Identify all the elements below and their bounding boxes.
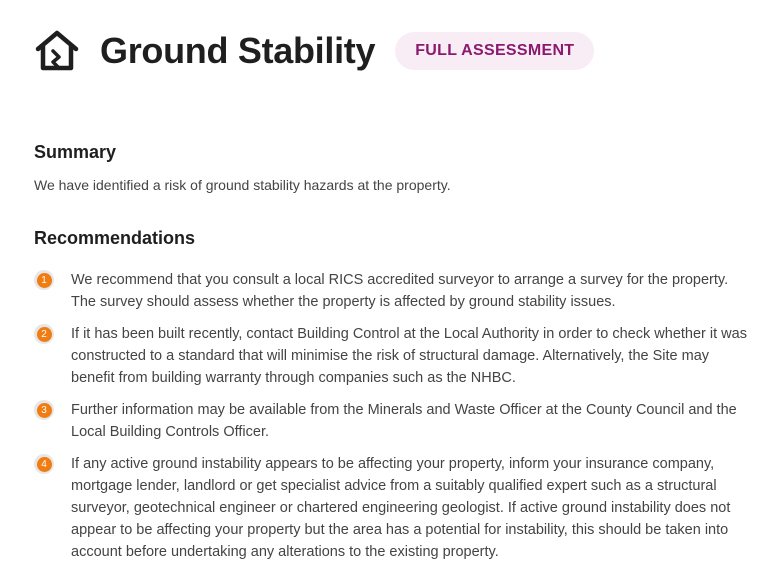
recommendation-item: [34, 323, 754, 389]
recommendations-list: [34, 269, 754, 563]
recommendation-item: [34, 399, 754, 443]
recommendation-number: 4: [37, 457, 52, 472]
recommendation-item: [34, 453, 754, 563]
recommendation-item: [34, 269, 754, 313]
recommendations-section: [34, 228, 754, 573]
summary-section: [34, 142, 754, 195]
recommendation-marker: [34, 270, 54, 290]
recommendation-marker: [34, 454, 54, 474]
recommendation-marker: [34, 324, 54, 344]
recommendation-number: 2: [37, 327, 52, 342]
summary-text: We have identified a risk of ground stability hazards at the property.: [34, 177, 451, 193]
recommendation-marker: [34, 400, 54, 420]
recommendation-number: 1: [37, 273, 52, 288]
page-header: [34, 28, 594, 74]
recommendation-number: 3: [37, 403, 52, 418]
house-icon: [34, 29, 80, 73]
recommendation-text: If it has been built recently, contact Building Control at the Local Authority in order to check whether it was constructed to a standard that will minimise the risk of structural damage. Alternatively, the Site may benefit from building warranty through companies such as the NHBC.: [71, 326, 747, 386]
summary-heading: Summary: [34, 142, 117, 162]
recommendation-text: If any active ground instability appears to be affecting your property, inform your insurance company, mortgage lender, landlord or get specialist advice from a suitably qualified expert such as a structural surveyor, geotechnical engineer or chartered engineering geologist. If active ground instability does not appear to be affecting your property but the area has a potential for instability, this should be taken into account before undertaking any alterations to the existing property.: [71, 456, 731, 560]
recommendation-text: Further information may be available from the Minerals and Waste Officer at the County Council and the Local Building Controls Officer.: [71, 402, 737, 440]
recommendation-text: We recommend that you consult a local RICS accredited surveyor to arrange a survey for the property. The survey should assess whether the property is affected by ground stability issues.: [71, 272, 729, 310]
recommendations-heading: Recommendations: [34, 228, 196, 248]
assessment-badge: FULL ASSESSMENT: [395, 32, 594, 70]
page-title: Ground Stability: [100, 30, 376, 71]
